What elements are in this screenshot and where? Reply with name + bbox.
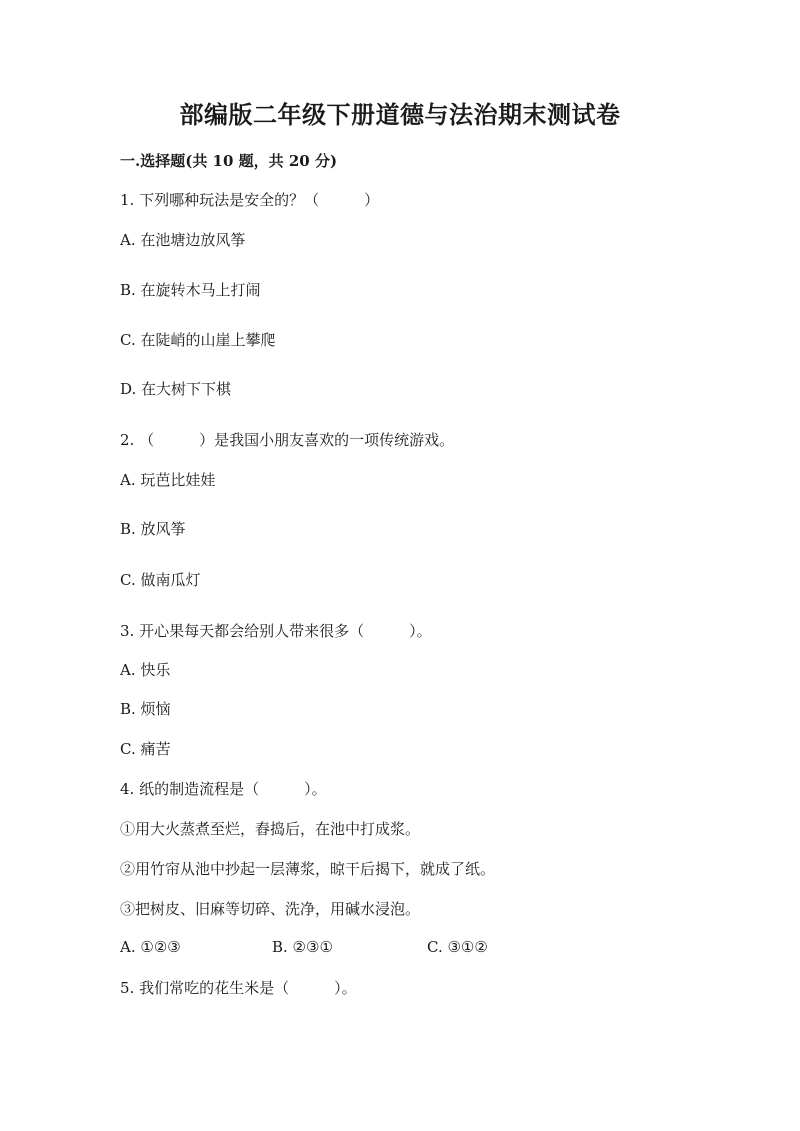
question-4-step-2: ②用竹帘从池中抄起一层薄浆，晾干后揭下，就成了纸。 xyxy=(120,860,496,878)
question-3-stem: 3. 开心果每天都会给别人带来很多（ ）。 xyxy=(120,622,432,640)
question-2-stem: 2. （ ）是我国小朋友喜欢的一项传统游戏。 xyxy=(120,431,455,449)
question-4-step-1: ①用大火蒸煮至烂，舂捣后，在池中打成浆。 xyxy=(120,820,421,838)
section-heading: 一.选择题(共 10 题，共 20 分) xyxy=(120,152,338,170)
question-4-option-b: B. ②③① xyxy=(272,938,333,956)
question-3-option-c: C. 痛苦 xyxy=(120,740,171,758)
question-4-options xyxy=(120,938,680,960)
question-5-stem: 5. 我们常吃的花生米是（ ）。 xyxy=(120,979,357,997)
question-1-option-c: C. 在陡峭的山崖上攀爬 xyxy=(120,331,276,349)
question-4-step-3: ③把树皮、旧麻等切碎、洗净，用碱水浸泡。 xyxy=(120,900,421,918)
page-title: 部编版二年级下册道德与法治期末测试卷 xyxy=(179,100,621,129)
question-4-option-a: A. ①②③ xyxy=(120,938,181,956)
question-1-option-d: D. 在大树下下棋 xyxy=(120,380,232,398)
question-2-option-c: C. 做南瓜灯 xyxy=(120,571,201,589)
question-3-option-a: A. 快乐 xyxy=(120,661,171,679)
question-1-option-a: A. 在池塘边放风筝 xyxy=(120,231,246,249)
question-2-option-a: A. 玩芭比娃娃 xyxy=(120,471,216,489)
question-2-option-b: B. 放风筝 xyxy=(120,520,186,538)
question-4-stem: 4. 纸的制造流程是（ ）。 xyxy=(120,780,327,798)
question-4-option-c: C. ③①② xyxy=(427,938,488,956)
question-1-option-b: B. 在旋转木马上打闹 xyxy=(120,281,261,299)
question-3-option-b: B. 烦恼 xyxy=(120,700,171,718)
question-1-stem: 1. 下列哪种玩法是安全的？（ ） xyxy=(120,191,380,209)
